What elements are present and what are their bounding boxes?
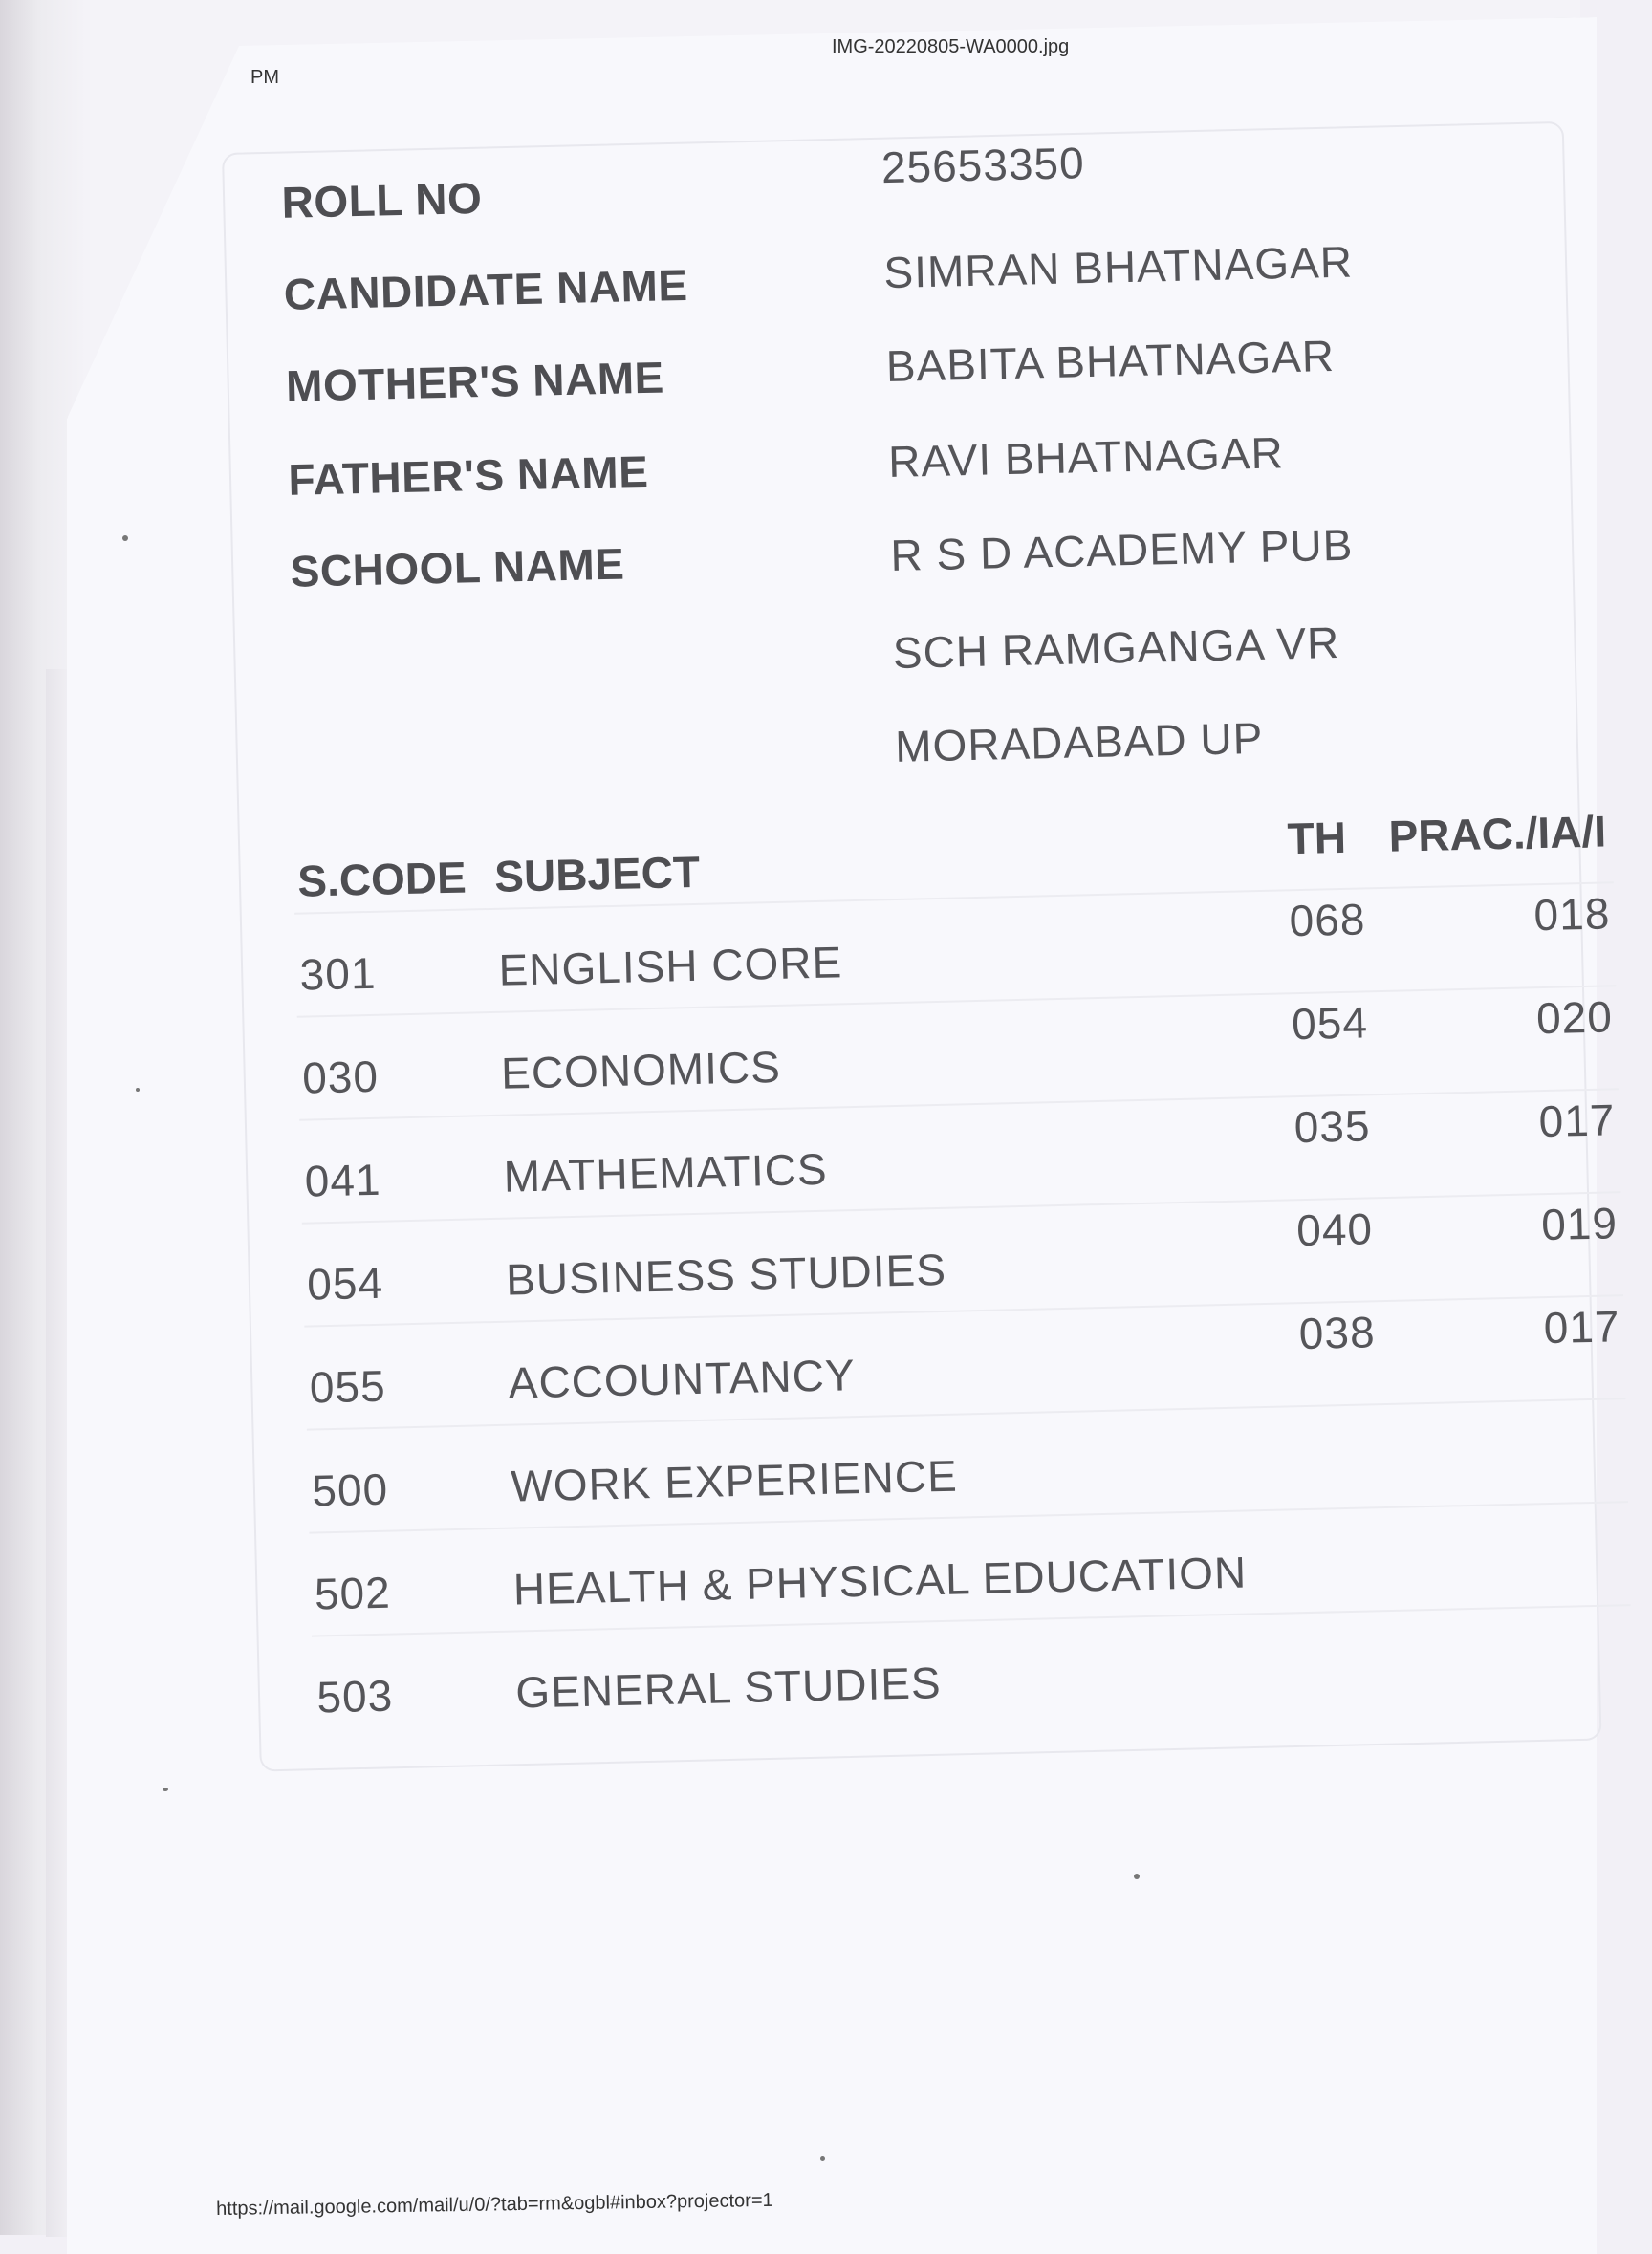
- theory-marks: 054: [1291, 997, 1369, 1050]
- theory-marks: 040: [1295, 1203, 1374, 1256]
- subject-name: GENERAL STUDIES: [514, 1658, 943, 1718]
- scan-speck: [163, 1788, 168, 1791]
- theory-marks: 038: [1298, 1307, 1377, 1359]
- theory-marks: 035: [1293, 1100, 1372, 1153]
- subject-name: ACCOUNTANCY: [508, 1350, 857, 1408]
- practical-marks: 018: [1532, 888, 1611, 941]
- practical-marks: 020: [1535, 991, 1614, 1044]
- subject-name: MATHEMATICS: [503, 1143, 829, 1202]
- practical-marks: 017: [1538, 1094, 1616, 1147]
- info-value-roll-no: 25653350: [880, 138, 1086, 193]
- print-file-name: IMG-20220805-WA0000.jpg: [832, 36, 1070, 57]
- scan-speck: [820, 2156, 825, 2161]
- subject-code: 502: [314, 1567, 392, 1619]
- info-label: SCHOOL NAME: [290, 538, 625, 596]
- scan-speck: [122, 535, 128, 541]
- school-name-line: MORADABAD UP: [894, 712, 1264, 771]
- print-time-fragment: PM: [250, 67, 279, 88]
- info-label: MOTHER'S NAME: [285, 352, 665, 411]
- subject-name: BUSINESS STUDIES: [505, 1244, 947, 1305]
- subject-code: 055: [309, 1360, 387, 1413]
- subject-code: 041: [304, 1154, 382, 1206]
- subject-name: ECONOMICS: [500, 1041, 782, 1098]
- subject-code: 301: [299, 947, 378, 1000]
- subject-code: 054: [306, 1257, 384, 1310]
- scan-speck: [136, 1088, 140, 1092]
- practical-marks: 019: [1540, 1198, 1619, 1250]
- info-value-mothers-name: BABITA BHATNAGAR: [885, 331, 1336, 392]
- subject-code: 500: [311, 1463, 389, 1516]
- practical-marks: 017: [1543, 1301, 1621, 1354]
- info-label: ROLL NO: [281, 172, 483, 228]
- print-footer-url: https://mail.google.com/mail/u/0/?tab=rm&ogbl#inbox?projector=1: [216, 2189, 773, 2220]
- subject-name: HEALTH & PHYSICAL EDUCATION: [512, 1547, 1248, 1615]
- header-subject: SUBJECT: [493, 846, 701, 901]
- info-value-fathers-name: RAVI BHATNAGAR: [887, 427, 1285, 488]
- info-value-school-name: R S D ACADEMY PUB: [889, 519, 1354, 580]
- info-label: FATHER'S NAME: [287, 445, 649, 505]
- header-practical: PRAC./IA/I: [1387, 806, 1607, 861]
- info-label: CANDIDATE NAME: [283, 259, 689, 319]
- scan-speck: [1134, 1874, 1140, 1879]
- subject-code: 030: [301, 1051, 380, 1103]
- info-value-candidate-name: SIMRAN BHATNAGAR: [882, 236, 1354, 298]
- header-code: S.CODE: [296, 852, 467, 906]
- school-name-line: SCH RAMGANGA VR: [892, 617, 1340, 678]
- subject-name: ENGLISH CORE: [498, 937, 843, 995]
- header-theory: TH: [1286, 812, 1347, 864]
- subject-code: 503: [315, 1670, 394, 1723]
- subject-name: WORK EXPERIENCE: [510, 1450, 959, 1511]
- theory-marks: 068: [1289, 894, 1366, 946]
